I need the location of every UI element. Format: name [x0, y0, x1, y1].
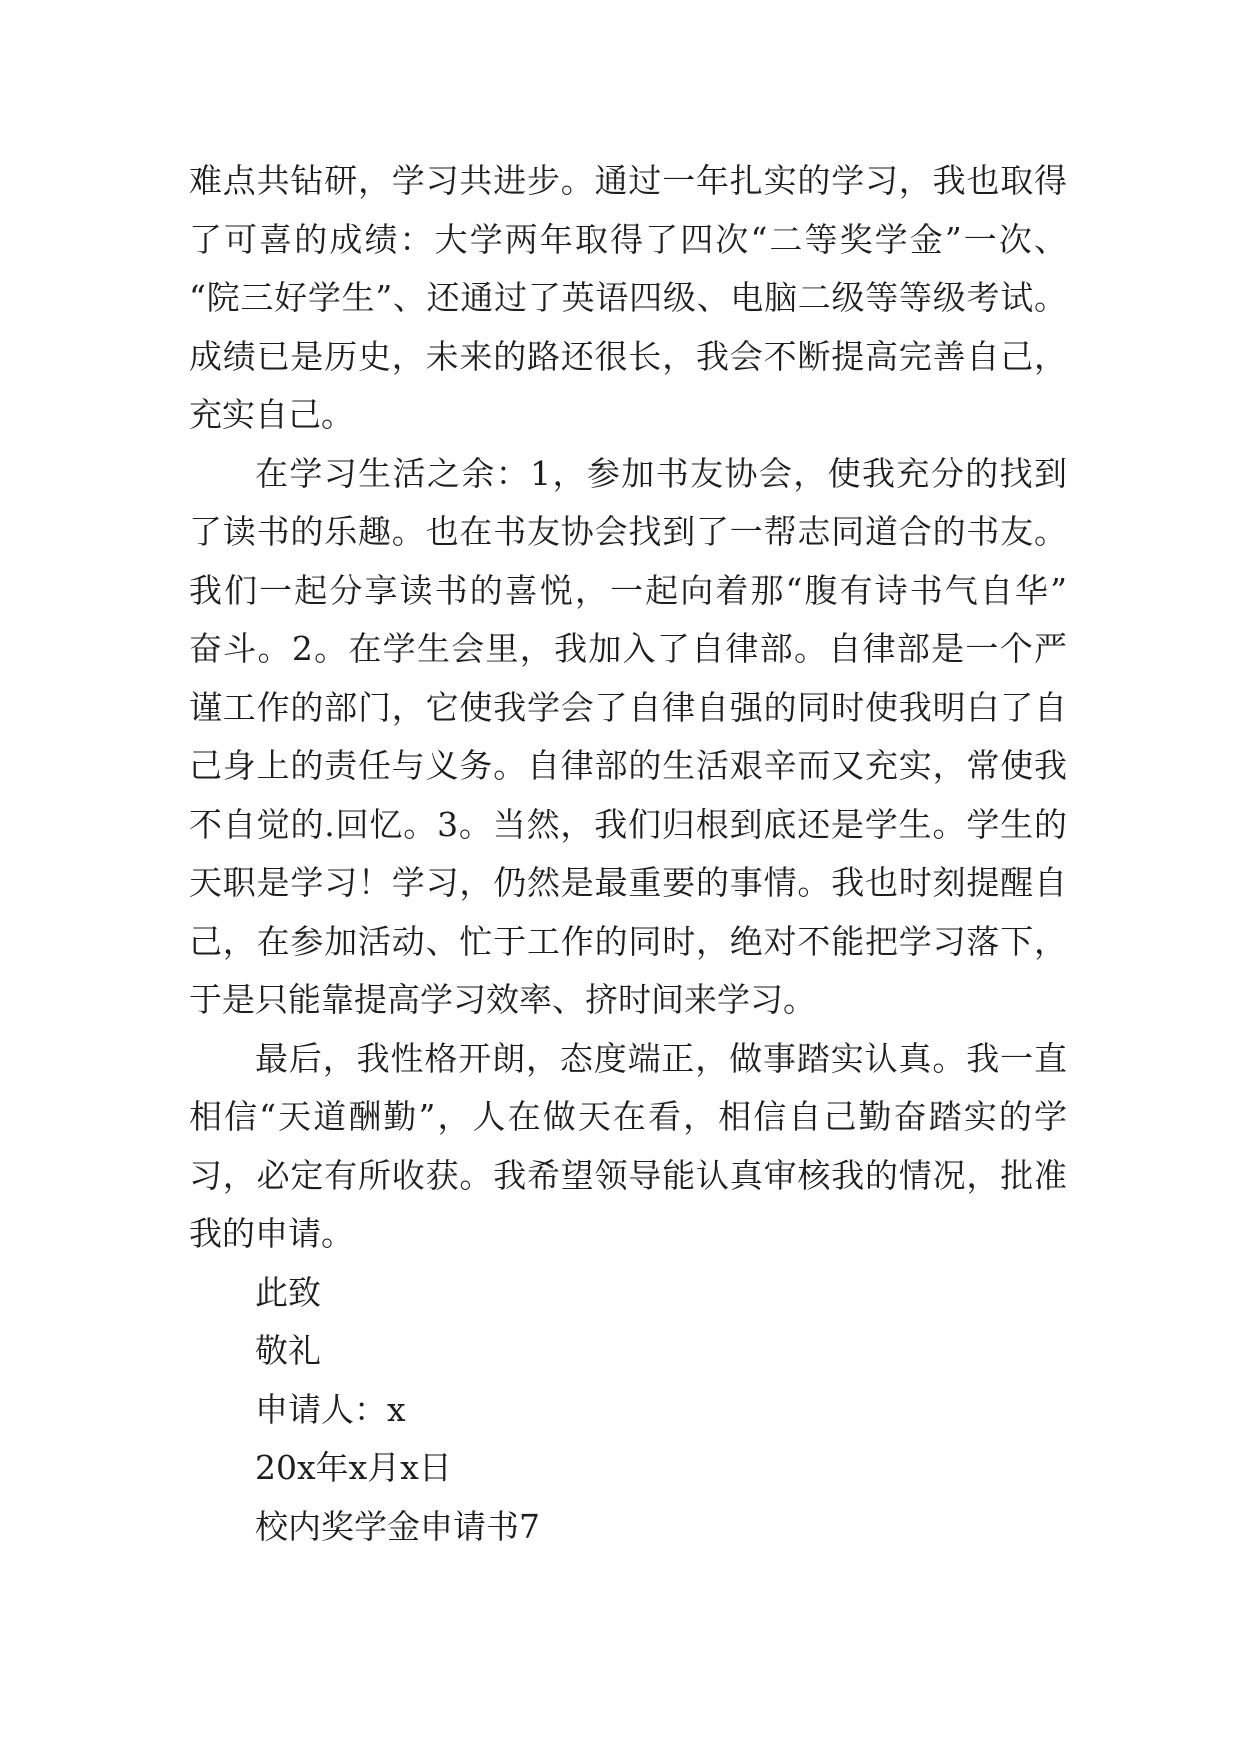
letter-closing: [189, 1264, 1067, 1557]
text-line: 了可喜的成绩：大学两年取得了四次“二等奖学金”一次、: [189, 219, 1067, 259]
date-line: 20x年x月x日: [255, 1448, 452, 1487]
text-line: 难点共钻研，学习共进步。通过一年扎实的学习，我也取得: [189, 161, 1067, 200]
text-line: 了读书的乐趣。也在书友协会找到了一帮志同道合的书友。: [189, 512, 1067, 551]
next-section-title: 校内奖学金申请书7: [255, 1506, 540, 1546]
text-line: 不自觉的.回忆。3。当然，我们归根到底还是学生。学生的: [189, 804, 1067, 844]
text-line: 最后，我性格开朗，态度端正，做事踏实认真。我一直: [255, 1038, 1067, 1078]
text-line: 己，在参加活动、忙于工作的同时，绝对不能把学习落下，: [189, 921, 1067, 961]
text-line: 成绩已是历史，未来的路还很长，我会不断提高完善自己，: [189, 336, 1067, 376]
text-line: 习，必定有所收获。我希望领导能认真审核我的情况，批准: [189, 1155, 1067, 1195]
text-line: 充实自己。: [189, 395, 354, 434]
text-line: “院三好学生”、还通过了英语四级、电脑二级等等级考试。: [189, 278, 1067, 317]
text-line: 谨工作的部门，它使我学会了自律自强的同时使我明白了自: [189, 687, 1067, 727]
text-line: 己身上的责任与义务。自律部的生活艰辛而又充实，常使我: [189, 746, 1067, 785]
salutation: 此致: [255, 1272, 321, 1312]
applicant-line: 申请人：x: [255, 1389, 406, 1429]
text-line: 相信“天道酬勤”，人在做天在看，相信自己勤奋踏实的学: [189, 1097, 1067, 1136]
text-line: 在学习生活之余：1，参加书友协会，使我充分的找到: [255, 453, 1067, 493]
text-line: 我们一起分享读书的喜悦，一起向着那“腹有诗书气自华”: [189, 570, 1067, 610]
text-line: 于是只能靠提高学习效率、挤时间来学习。: [189, 980, 816, 1019]
text-line: 天职是学习！学习，仍然是最重要的事情。我也时刻提醒自: [189, 863, 1067, 902]
text-line: 我的申请。: [189, 1214, 354, 1253]
document-body: [189, 152, 1067, 1556]
regards: 敬礼: [255, 1331, 321, 1370]
text-line: 奋斗。2。在学生会里，我加入了自律部。自律部是一个严: [189, 629, 1067, 668]
paragraph-2: [189, 445, 1067, 1030]
paragraph-3: [189, 1030, 1067, 1264]
paragraph-1: [189, 152, 1067, 445]
